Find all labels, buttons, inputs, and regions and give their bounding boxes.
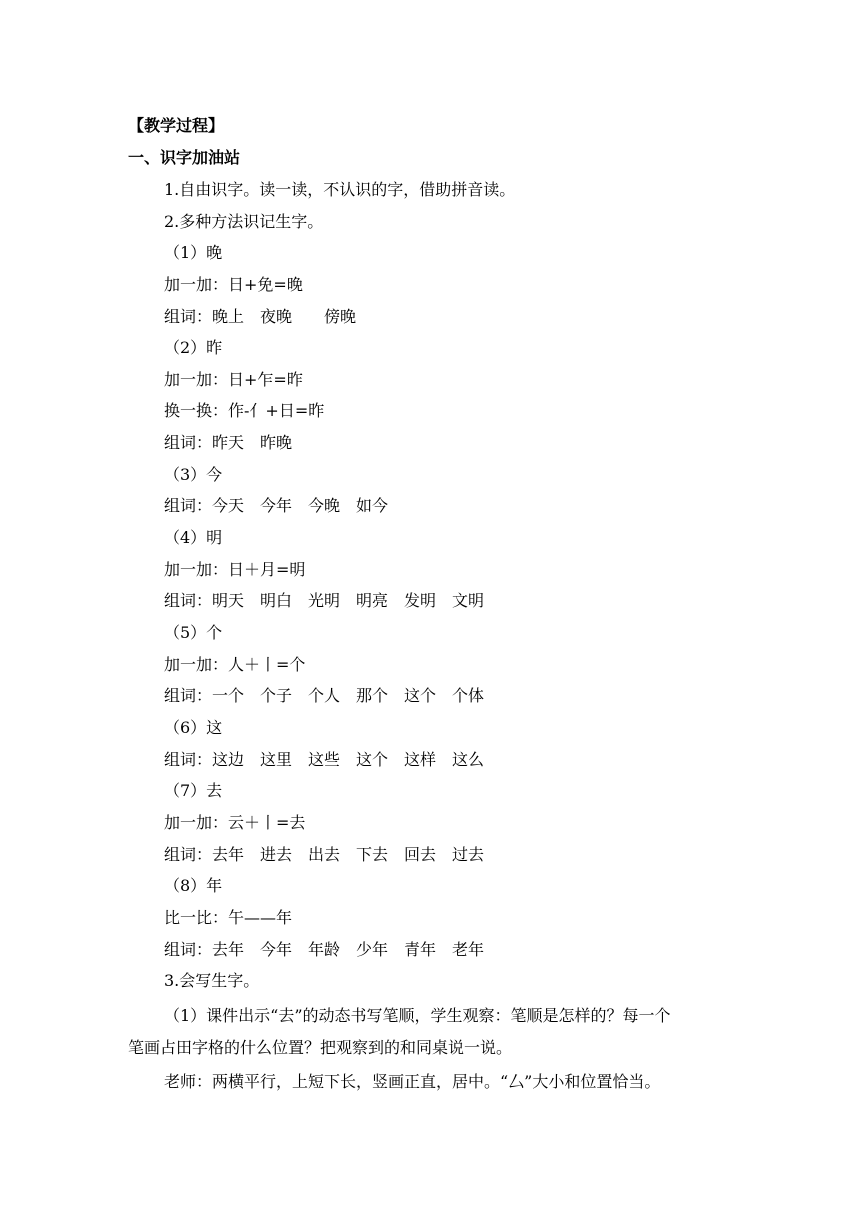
paragraph-line: 老师：两横平行，上短下长，竖画正直，居中。“厶”大小和位置恰当。 <box>164 1072 661 1091</box>
text-line: （5）个 <box>164 623 223 642</box>
text-line: 组词：明天 明白 光明 明亮 发明 文明 <box>164 591 485 610</box>
text-line: （3）今 <box>164 465 223 484</box>
text-line: 3.会写生字。 <box>164 971 260 990</box>
text-line: 组词：去年 今年 年龄 少年 青年 老年 <box>164 940 485 959</box>
text-line: 组词：今天 今年 今晚 如今 <box>164 496 389 515</box>
page-heading: 【教学过程】 <box>128 116 225 135</box>
text-line: 比一比：午——年 <box>164 908 293 927</box>
text-line: 2.多种方法识记生字。 <box>164 212 324 231</box>
text-line: 组词：去年 进去 出去 下去 回去 过去 <box>164 845 485 864</box>
section-title: 一、识字加油站 <box>128 148 241 167</box>
text-line: （6）这 <box>164 718 223 737</box>
text-line: 组词：昨天 昨晚 <box>164 433 293 452</box>
text-line: 组词：这边 这里 这些 这个 这样 这么 <box>164 750 485 769</box>
text-line: 加一加：日+免=晚 <box>164 275 303 294</box>
text-line: （2）昨 <box>164 338 223 357</box>
text-line: 组词：晚上 夜晚 傍晚 <box>164 307 357 326</box>
text-line: 加一加：日＋月=明 <box>164 560 306 579</box>
paragraph-line: 笔画占田字格的什么位置？把观察到的和同桌说一说。 <box>128 1038 513 1057</box>
text-line: 组词：一个 个子 个人 那个 这个 个体 <box>164 686 485 705</box>
text-line: （4）明 <box>164 528 223 547</box>
text-line: 加一加：云＋丨=去 <box>164 813 306 832</box>
text-line: 1.自由识字。读一读，不认识的字，借助拼音读。 <box>164 180 516 199</box>
text-line: 换一换：作-亻+日=昨 <box>164 401 325 420</box>
paragraph-line: （1）课件出示“去”的动态书写笔顺，学生观察：笔顺是怎样的？每一个 <box>164 1006 671 1025</box>
text-line: 加一加：日+乍=昨 <box>164 370 303 389</box>
text-line: （1）晚 <box>164 243 223 262</box>
text-line: （8）年 <box>164 876 223 895</box>
text-line: 加一加：人＋丨=个 <box>164 655 306 674</box>
text-line: （7）去 <box>164 781 223 800</box>
